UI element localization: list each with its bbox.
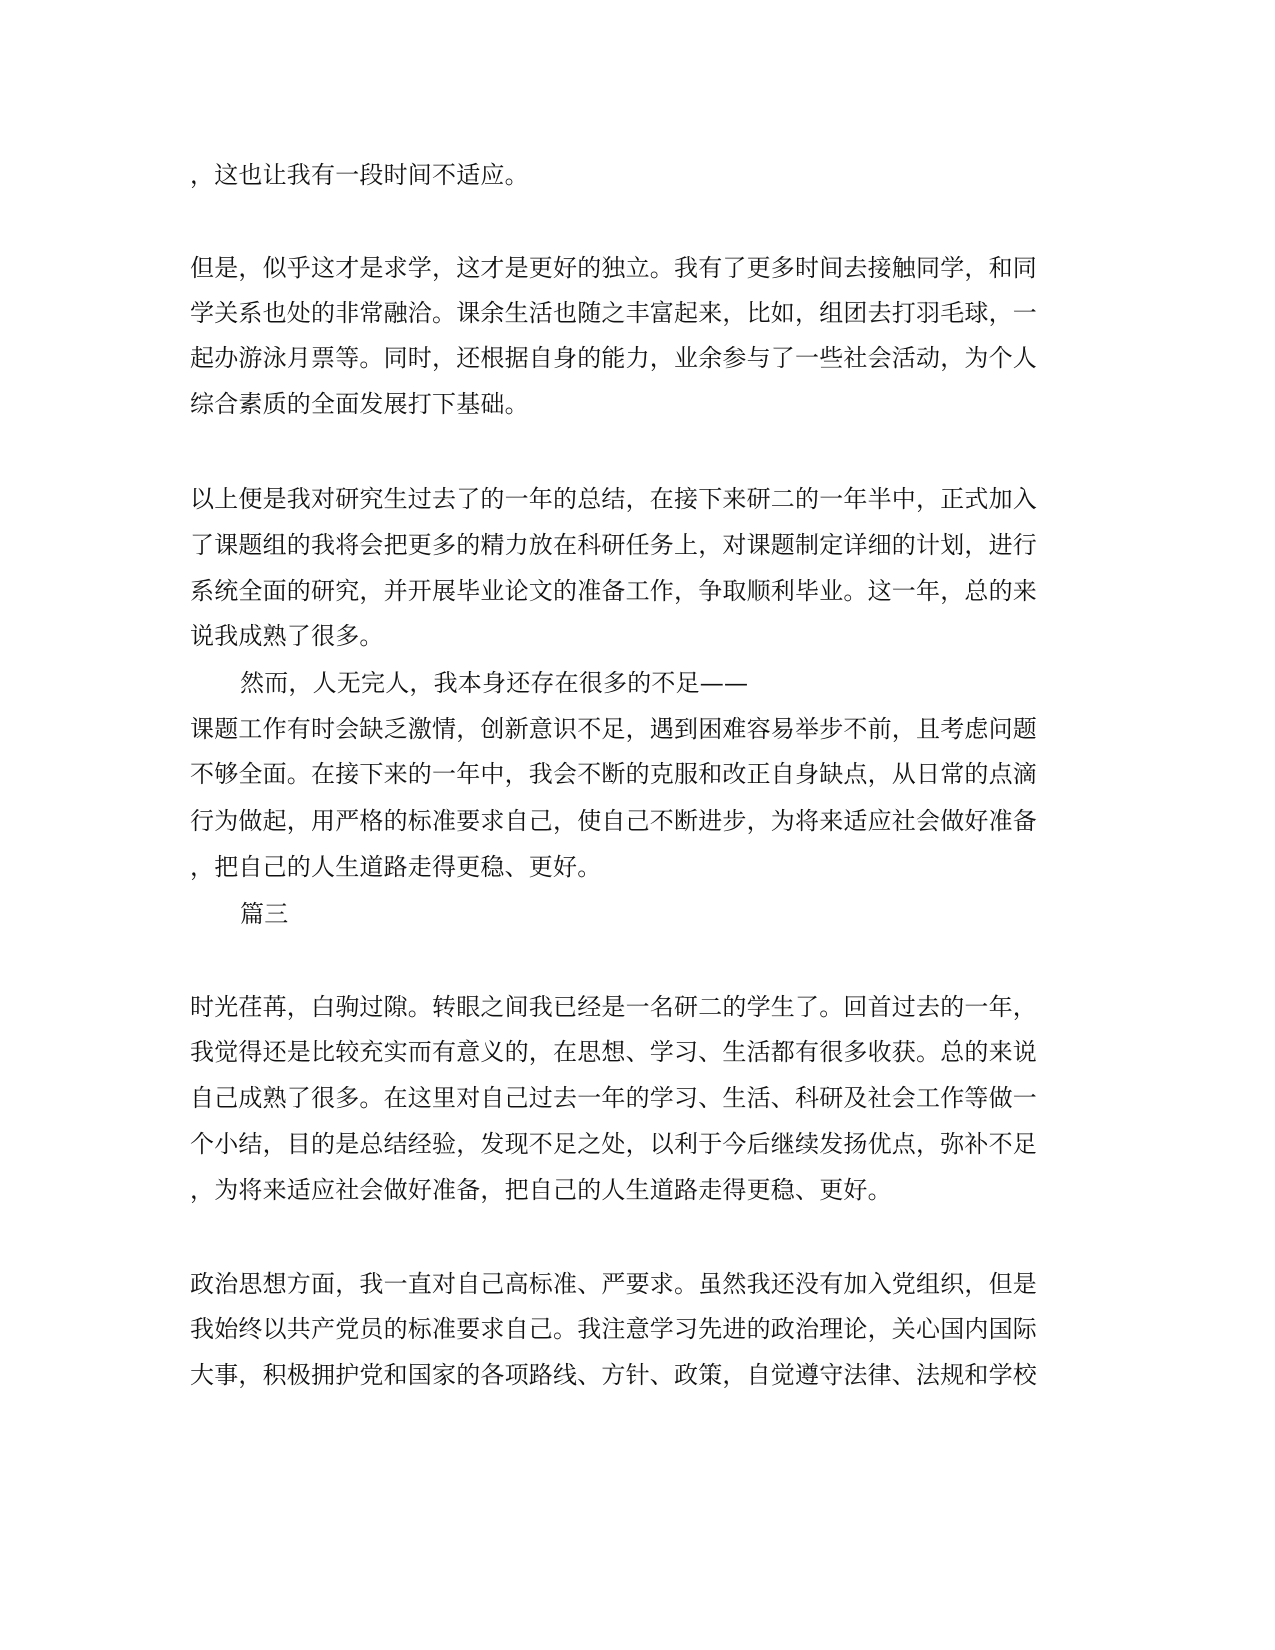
- text-line-18: 自己成熟了很多。在这里对自己过去一年的学习、生活、科研及社会工作等做一: [190, 1084, 1037, 1112]
- text-line-22: 我始终以共产党员的标准要求自己。我注意学习先进的政治理论，关心国内国际: [190, 1315, 1037, 1343]
- section-heading: 篇三: [240, 900, 289, 928]
- text-line-23: 大事，积极拥护党和国家的各项路线、方针、政策，自觉遵守法律、法规和学校: [190, 1361, 1037, 1389]
- text-line-14: ，把自己的人生道路走得更稳、更好。: [190, 853, 602, 881]
- text-line-8: 系统全面的研究，并开展毕业论文的准备工作，争取顺利毕业。这一年，总的来: [190, 577, 1037, 605]
- text-line-20: ，为将来适应社会做好准备，把自己的人生道路走得更稳、更好。: [190, 1176, 892, 1204]
- text-line-3: 学关系也处的非常融洽。课余生活也随之丰富起来，比如，组团去打羽毛球，一: [190, 299, 1037, 327]
- text-line-16: 时光荏苒，白驹过隙。转眼之间我已经是一名研二的学生了。回首过去的一年，: [190, 993, 1037, 1021]
- text-line-10: 然而，人无完人，我本身还存在很多的不足——: [240, 669, 749, 697]
- text-line-19: 个小结，目的是总结经验，发现不足之处，以利于今后继续发扬优点，弥补不足: [190, 1130, 1037, 1158]
- text-line-6: 以上便是我对研究生过去了的一年的总结，在接下来研二的一年半中，正式加入: [190, 485, 1037, 513]
- text-line-21: 政治思想方面，我一直对自己高标准、严要求。虽然我还没有加入党组织，但是: [190, 1270, 1037, 1298]
- text-line-13: 行为做起，用严格的标准要求自己，使自己不断进步，为将来适应社会做好准备: [190, 807, 1037, 835]
- text-line-7: 了课题组的我将会把更多的精力放在科研任务上，对课题制定详细的计划，进行: [190, 531, 1037, 559]
- text-line-5: 综合素质的全面发展打下基础。: [190, 390, 529, 418]
- text-line-12: 不够全面。在接下来的一年中，我会不断的克服和改正自身缺点，从日常的点滴: [190, 760, 1037, 788]
- text-line-2: 但是，似乎这才是求学，这才是更好的独立。我有了更多时间去接触同学，和同: [190, 254, 1037, 282]
- text-line-4: 起办游泳月票等。同时，还根据自身的能力，业余参与了一些社会活动，为个人: [190, 344, 1037, 372]
- text-line-9: 说我成熟了很多。: [190, 622, 384, 650]
- text-line-11: 课题工作有时会缺乏激情，创新意识不足，遇到困难容易举步不前，且考虑问题: [190, 715, 1037, 743]
- text-line-1: ，这也让我有一段时间不适应。: [190, 161, 529, 189]
- text-line-17: 我觉得还是比较充实而有意义的，在思想、学习、生活都有很多收获。总的来说: [190, 1038, 1037, 1066]
